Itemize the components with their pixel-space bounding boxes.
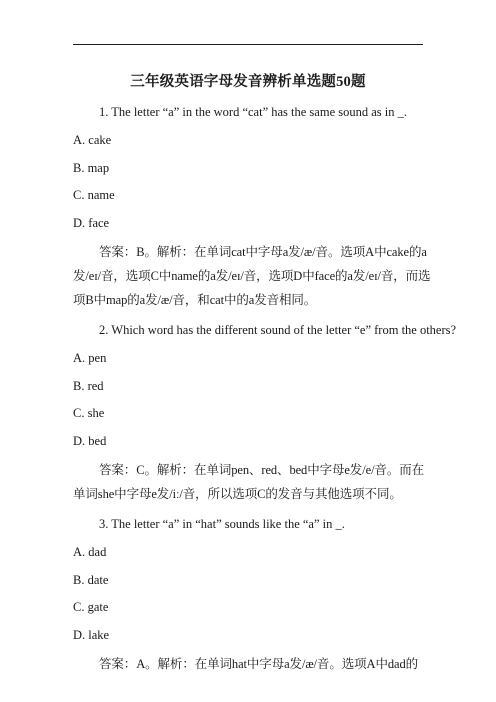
answer-explanation: 答案：A。解析：在单词hat中字母a发/æ/音。选项A中dad的 <box>99 657 419 671</box>
document-title: 三年级英语字母发音辨析单选题50题 <box>130 74 366 90</box>
question-block <box>73 104 433 312</box>
question-block <box>73 322 457 506</box>
option-d: D. lake <box>73 627 110 642</box>
question-block <box>73 516 433 676</box>
option-a: A. dad <box>73 545 107 559</box>
option-b: B. date <box>73 572 109 587</box>
document-body <box>73 104 457 676</box>
option-b: B. map <box>73 160 110 175</box>
option-c: C. gate <box>73 600 109 614</box>
option-c: C. she <box>73 406 105 420</box>
answer-explanation: 答案：C。解析：在单词pen、red、bed中字母e发/e/音。而在单词she中字母e发/iː/音，所以选项C的发音与其他选项不同。 <box>73 463 425 501</box>
question-text: 3. The letter “a” in “hat” sounds like the “a” in _. <box>99 517 345 531</box>
option-d: D. face <box>73 215 110 230</box>
question-text: 2. Which word has the different sound of the letter “e” from the others? <box>99 323 457 337</box>
option-b: B. red <box>73 378 104 393</box>
header-rule <box>73 44 423 45</box>
answer-explanation: 答案：B。解析：在单词cat中字母a发/æ/音。选项A中cake的a发/eɪ/音，选项C中name的a发/eɪ/音，选项D中face的a发/eɪ/音，而选项B中map的a发/æ/音，和cat中的a发音相同。 <box>73 245 431 307</box>
option-a: A. pen <box>73 351 107 365</box>
option-c: C. name <box>73 188 115 202</box>
option-d: D. bed <box>73 433 107 448</box>
question-text: 1. The letter “a” in the word “cat” has the same sound as in _. <box>99 105 407 119</box>
option-a: A. cake <box>73 133 112 147</box>
